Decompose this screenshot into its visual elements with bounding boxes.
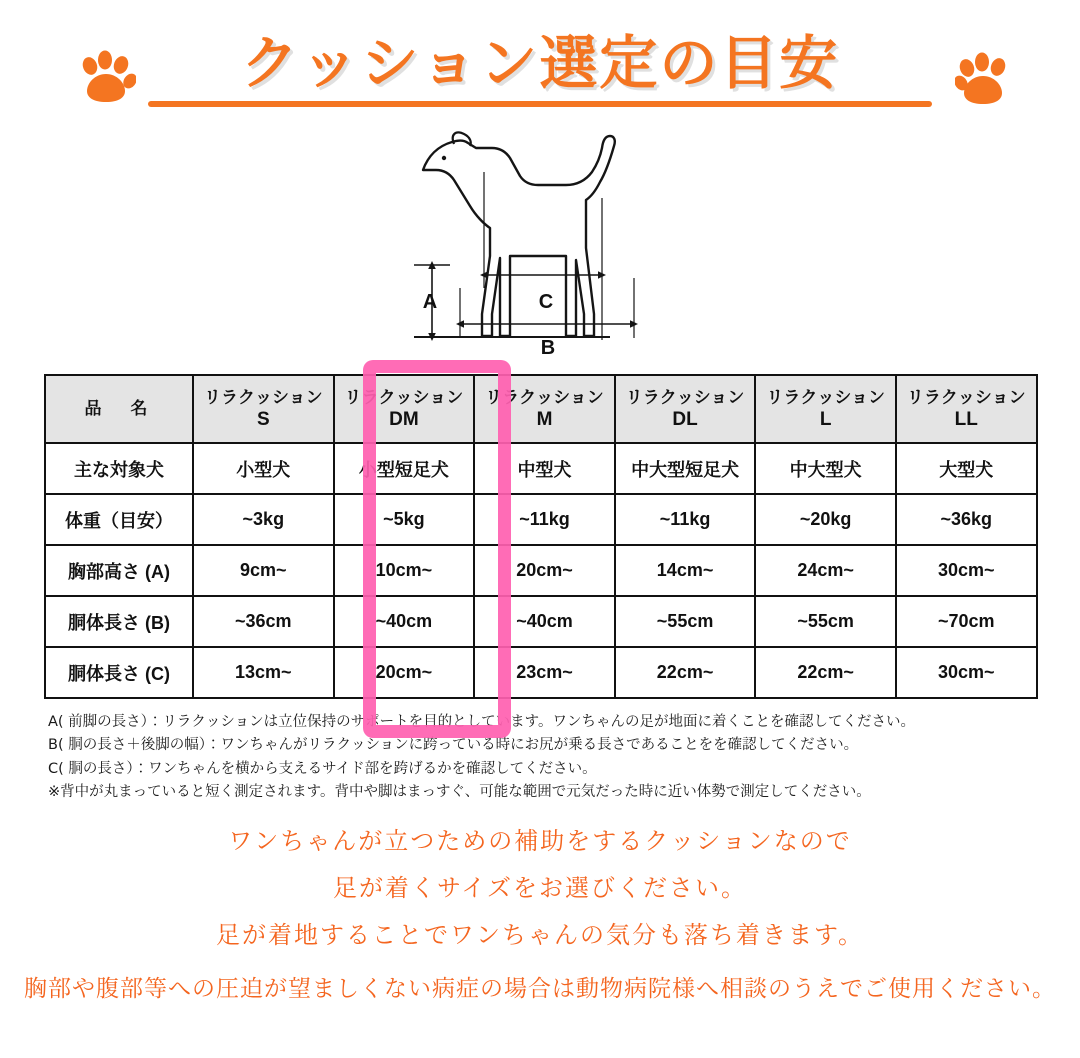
table-cell: 13cm~ — [193, 647, 334, 698]
table-header-cell-dl: リラクッション DL — [615, 375, 756, 443]
dog-silhouette-icon — [380, 128, 700, 360]
title-underline-divider — [148, 101, 932, 107]
table-cell: 小型犬 — [193, 443, 334, 494]
table-cell: 23cm~ — [474, 647, 615, 698]
table-cell: ~55cm — [755, 596, 896, 647]
row-label: 主な対象犬 — [45, 443, 193, 494]
table-header-cell-s: リラクッション S — [193, 375, 334, 443]
paw-print-icon — [955, 52, 1013, 110]
table-cell: 14cm~ — [615, 545, 756, 596]
table-cell: ~3kg — [193, 494, 334, 545]
table-row — [45, 647, 1037, 698]
table-cell: ~40cm — [334, 596, 475, 647]
table-cell: 小型短足犬 — [334, 443, 475, 494]
table-header-cell-product: 品 名 — [45, 375, 193, 443]
table-cell: ~36cm — [193, 596, 334, 647]
table-cell: ~20kg — [755, 494, 896, 545]
table-cell: ~40cm — [474, 596, 615, 647]
table-cell: 22cm~ — [615, 647, 756, 698]
table-cell: 中大型短足犬 — [615, 443, 756, 494]
guidance-message-3: 足が着地することでワンちゃんの気分も落ち着きます。 — [215, 920, 865, 949]
row-label: 体重（目安） — [45, 494, 193, 545]
table-cell: ~70cm — [896, 596, 1037, 647]
note-line-a: A( 前脚の長さ）：リラクッションは立位保持のサポートを目的としています。ワンちゃんの足が地面に着くことを確認してください。 — [48, 714, 915, 730]
table-cell: 30cm~ — [896, 647, 1037, 698]
note-line-caution: ※背中が丸まっていると短く測定されます。背中や脚はまっすぐ、可能な範囲で元気だった時に近い体勢で測定してください。 — [48, 784, 871, 801]
table-header-cell-m: リラクッション M — [474, 375, 615, 443]
paw-print-icon — [78, 50, 136, 108]
table-row — [45, 443, 1037, 494]
page-title: クッション選定の目安 — [240, 29, 840, 97]
table-cell: 30cm~ — [896, 545, 1037, 596]
row-label: 胴体長さ (C) — [45, 647, 193, 698]
table-cell: 24cm~ — [755, 545, 896, 596]
diagram-label-a: A — [422, 291, 438, 313]
row-label: 胴体長さ (B) — [45, 596, 193, 647]
row-label: 胸部高さ (A) — [45, 545, 193, 596]
measurement-notes — [48, 711, 1032, 805]
table-cell: ~11kg — [615, 494, 756, 545]
diagram-label-c: C — [538, 291, 554, 313]
page-header — [0, 0, 1080, 128]
diagram-label-b: B — [540, 337, 556, 359]
table-cell: 中型犬 — [474, 443, 615, 494]
table-cell: 9cm~ — [193, 545, 334, 596]
guidance-message-2: 足が着くサイズをお選びください。 — [332, 873, 748, 902]
table-cell: 10cm~ — [334, 545, 475, 596]
size-chart-table — [44, 374, 1038, 699]
table-cell: 20cm~ — [474, 545, 615, 596]
table-row — [45, 596, 1037, 647]
guidance-message-1: ワンちゃんが立つための補助をするクッションなので — [228, 826, 852, 855]
note-line-b: B( 胴の長さ＋後脚の幅）：ワンちゃんがリラクッションに跨っている時にお尻が乗る長さであることをを確認してください。 — [48, 737, 859, 754]
table-header-row — [45, 375, 1037, 443]
table-cell: ~5kg — [334, 494, 475, 545]
table-cell: 中大型犬 — [755, 443, 896, 494]
table-header-cell-ll: リラクッション LL — [896, 375, 1037, 443]
guidance-message-4: 胸部や腹部等への圧迫が望ましくない病症の場合は動物病院様へ相談のうえでご使用ください。 — [24, 975, 1056, 1002]
table-header-cell-l: リラクッション L — [755, 375, 896, 443]
table-header-cell-dm: リラクッション DM — [334, 375, 475, 443]
table-cell: 大型犬 — [896, 443, 1037, 494]
table-cell: ~36kg — [896, 494, 1037, 545]
guidance-messages — [0, 821, 1080, 1003]
note-line-c: C( 胴の長さ）：ワンちゃんを横から支えるサイド部を跨げるかを確認してください。 — [48, 760, 597, 777]
size-table-container — [44, 374, 1036, 699]
table-cell: 22cm~ — [755, 647, 896, 698]
table-cell: ~55cm — [615, 596, 756, 647]
table-row — [45, 545, 1037, 596]
dog-measurement-diagram — [0, 128, 1080, 368]
table-row — [45, 494, 1037, 545]
table-cell: 20cm~ — [334, 647, 475, 698]
table-cell: ~11kg — [474, 494, 615, 545]
